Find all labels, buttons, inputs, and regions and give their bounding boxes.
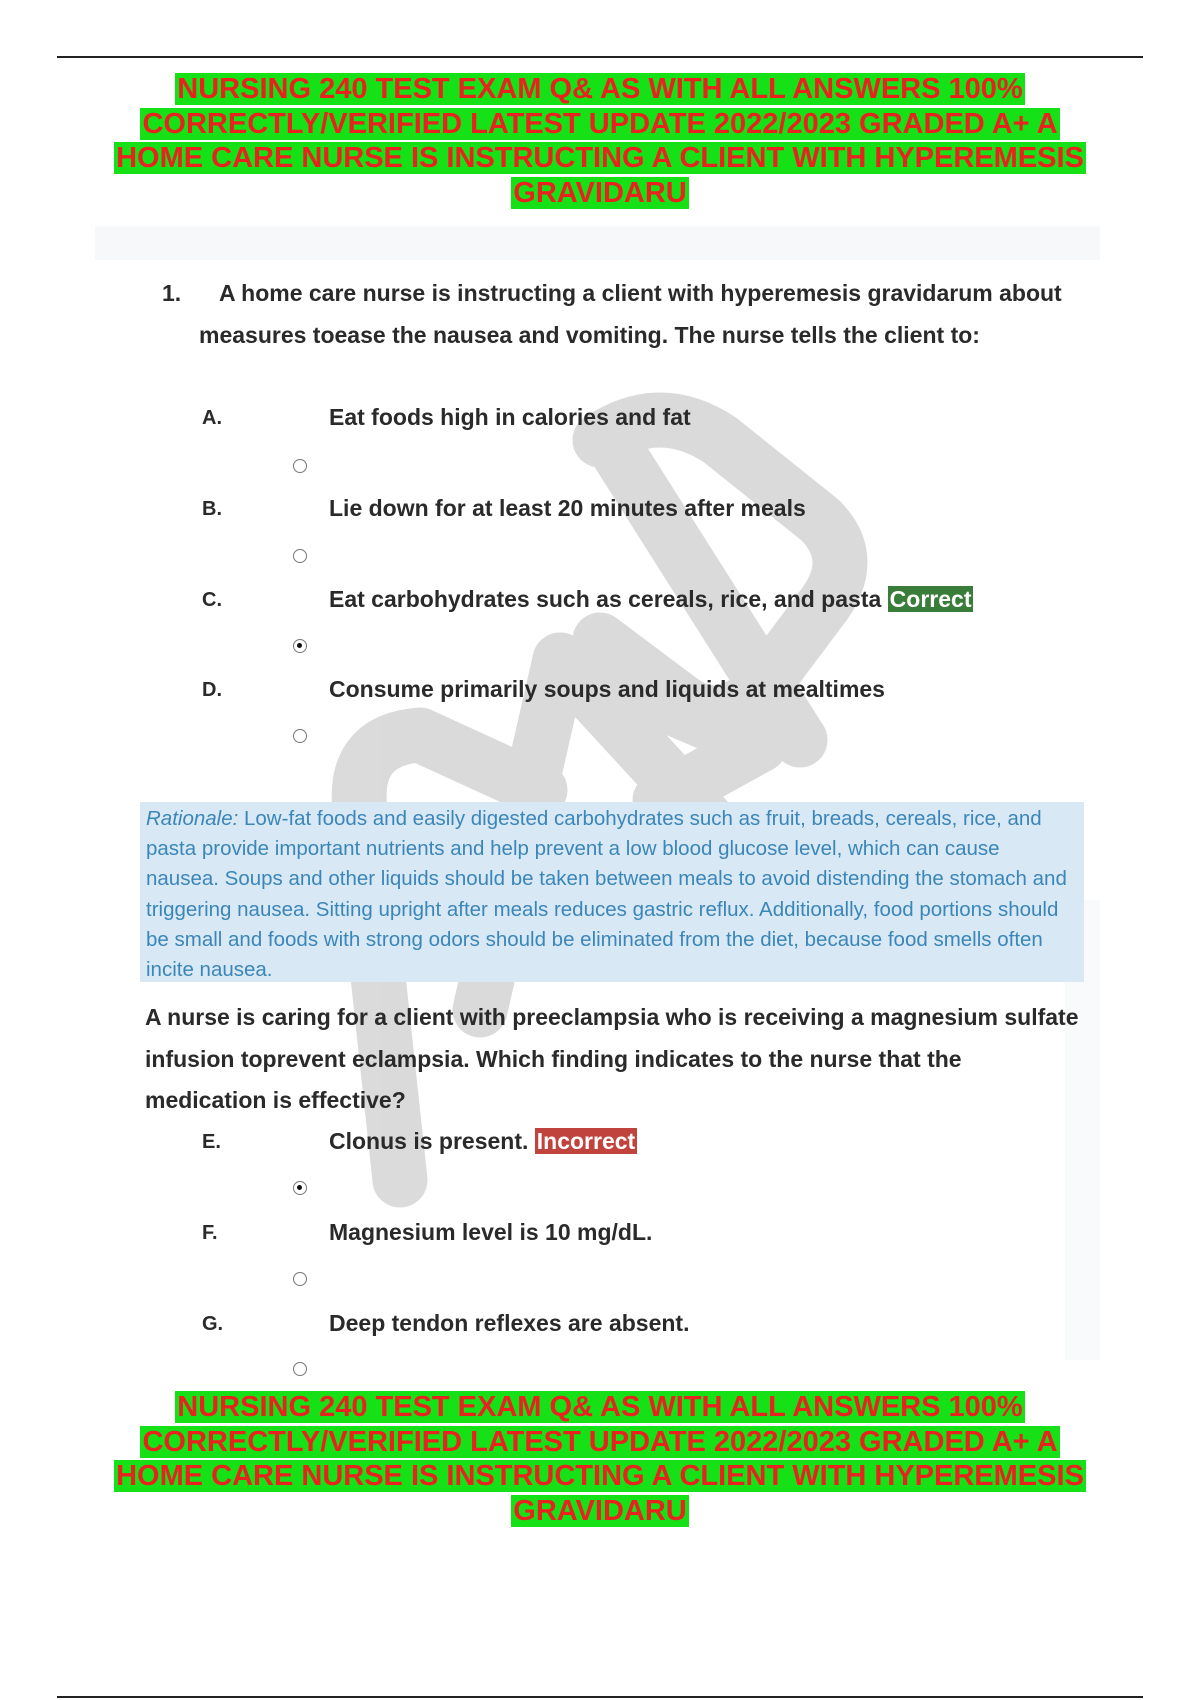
option-a-text: Eat foods high in calories and fat [329,404,691,430]
option-e-text [329,1128,637,1155]
banner-line: HOME CARE NURSE IS INSTRUCTING A CLIENT WITH HYPEREMESIS [116,1460,1084,1492]
rationale-box [140,802,1084,982]
banner-line: NURSING 240 TEST EXAM Q& AS WITH ALL ANSWERS 100% [177,73,1023,105]
banner-line: NURSING 240 TEST EXAM Q& AS WITH ALL ANSWERS 100% [177,1391,1023,1423]
rationale-text: Low-fat foods and easily digested carbohydrates such as fruit, breads, cereals, rice, and pasta provide important nutrients and help prevent a low blood glucose level, which can cause nausea. Soups and other liquids should be taken between meals to avoid distending the stomach and triggering nausea. Sitting upright after meals reduces gastric reflux. Additionally, food portions should be small and foods with strong odors should be eliminated from the diet, because food smells often incite nausea. [146,807,1067,982]
top-rule [57,56,1143,58]
option-f-text: Magnesium level is 10 mg/dL. [329,1219,653,1245]
option-e-radio[interactable] [293,1181,307,1195]
option-g-letter: G. [202,1313,224,1335]
option-c-radio[interactable] [293,639,307,653]
option-a-letter: A. [202,407,222,429]
option-e-label: Clonus is present. [329,1128,529,1154]
question-1-text: A home care nurse is instructing a client with hyperemesis gravidarum about measures toease the nausea and vomiting. The nurse tells the client to: [199,280,1062,348]
option-e-letter: E. [202,1131,221,1153]
option-d-text: Consume primarily soups and liquids at mealtimes [329,676,885,702]
option-b-radio[interactable] [293,549,307,563]
option-g-radio[interactable] [293,1362,307,1376]
option-b-letter: B. [202,498,222,520]
option-g-text: Deep tendon reflexes are absent. [329,1310,690,1336]
incorrect-badge: Incorrect [536,1128,636,1154]
option-c-label: Eat carbohydrates such as cereals, rice, and pasta [329,586,882,612]
option-b-text: Lie down for at least 20 minutes after meals [329,495,806,521]
banner-line: GRAVIDARU [513,176,687,209]
option-c-letter: C. [202,589,222,611]
banner-line: HOME CARE NURSE IS INSTRUCTING A CLIENT WITH HYPEREMESIS [116,142,1084,174]
option-a-radio[interactable] [293,459,307,473]
question-1-number: 1. [162,280,182,306]
title-banner-top [0,72,1200,210]
option-c-text [329,586,973,613]
option-d-radio[interactable] [293,729,307,743]
option-f-radio[interactable] [293,1272,307,1286]
title-banner-bottom [0,1390,1200,1528]
option-f-letter: F. [202,1222,218,1244]
rationale-label: Rationale: [146,807,239,830]
faint-band [95,226,1100,260]
bottom-rule [57,1696,1143,1698]
option-d-letter: D. [202,679,222,701]
banner-line: CORRECTLY/VERIFIED LATEST UPDATE 2022/2023 GRADED A+ A [142,107,1058,140]
question-2-text: A nurse is caring for a client with preeclampsia who is receiving a magnesium sulfate infusion toprevent eclampsia. Which finding indicates to the nurse that the medication is effective? [145,1004,1079,1113]
correct-badge: Correct [889,586,972,612]
banner-line: CORRECTLY/VERIFIED LATEST UPDATE 2022/2023 GRADED A+ A [142,1425,1058,1458]
banner-line: GRAVIDARU [513,1494,687,1527]
